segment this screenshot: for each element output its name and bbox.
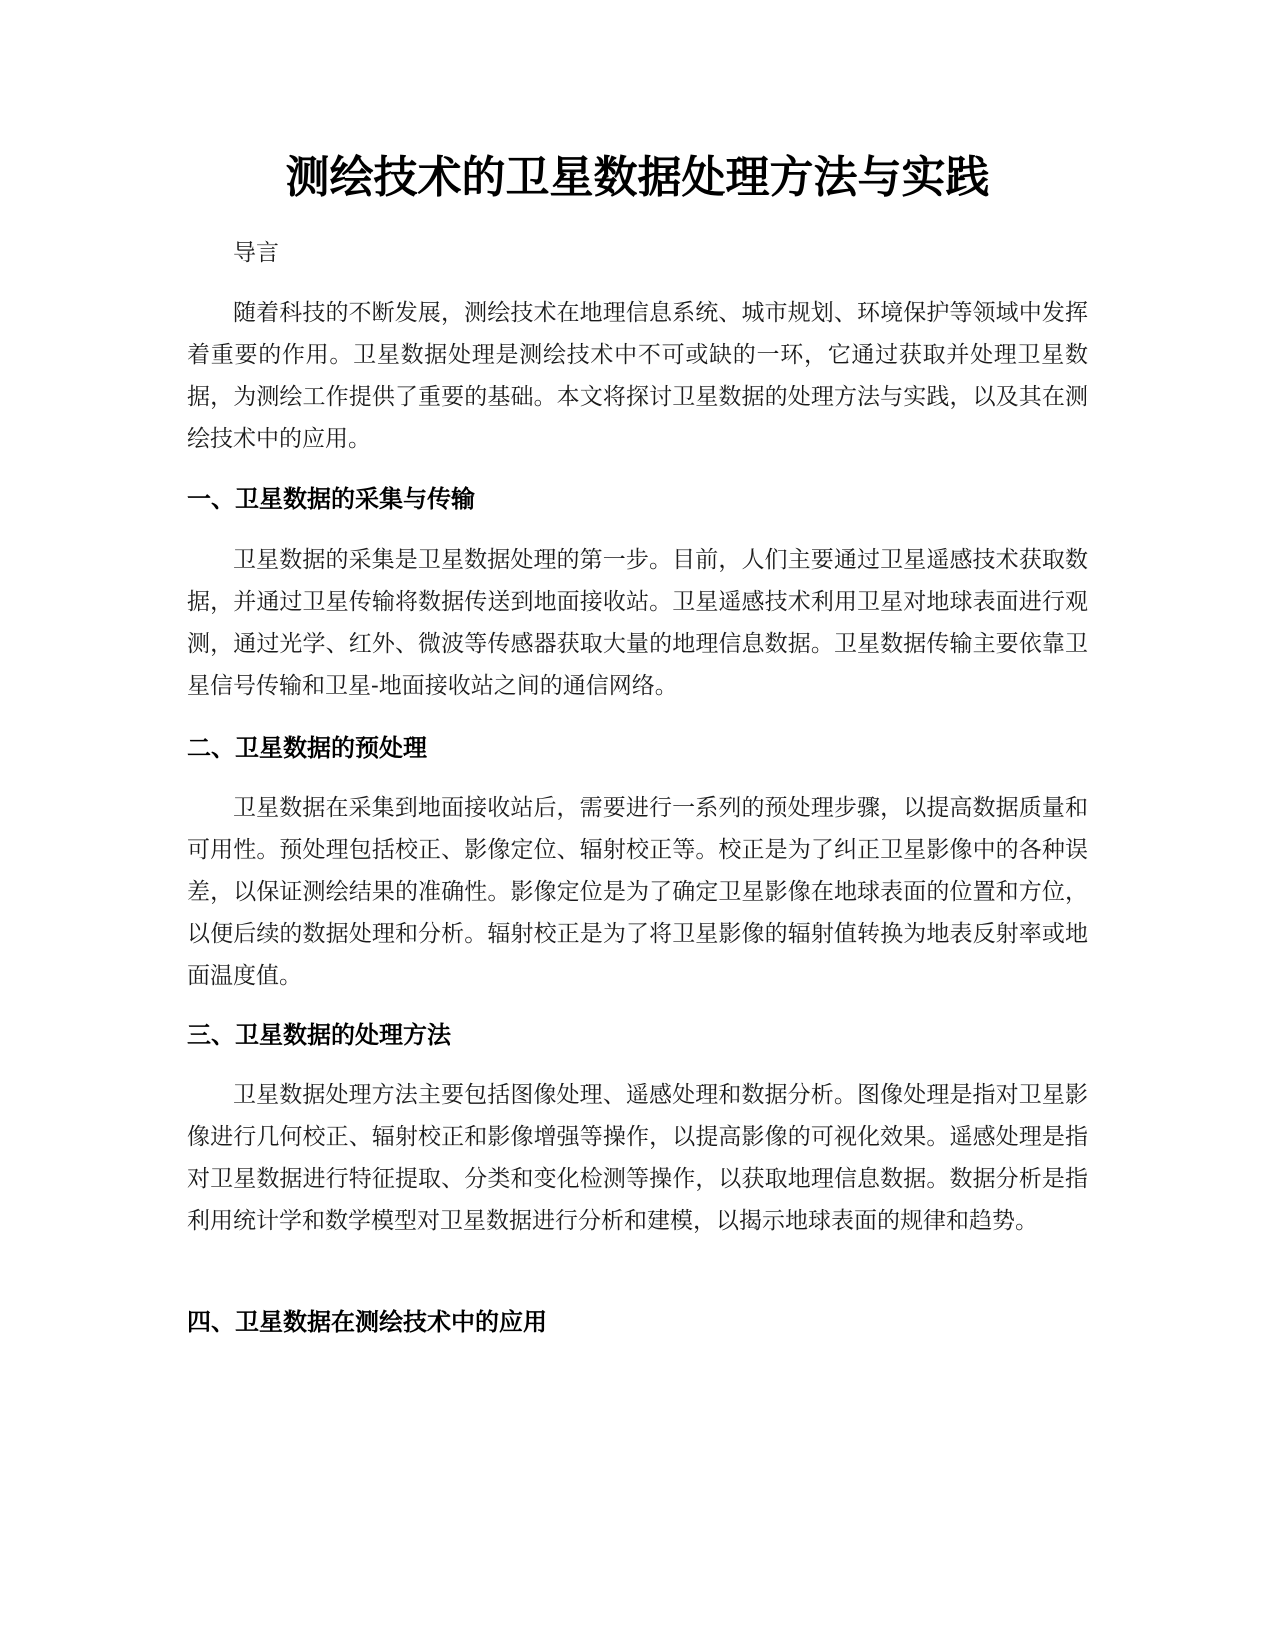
- intro-label: 导言: [233, 240, 279, 266]
- section-paragraph-1: 卫星数据的采集是卫星数据处理的第一步。目前，人们主要通过卫星遥感技术获取数据，并通过卫星传输将数据传送到地面接收站。卫星遥感技术利用卫星对地球表面进行观测，通过光学、红外、微波等传感器获取大量的地理信息数据。卫星数据传输主要依靠卫星信号传输和卫星-地面接收站之间的通信网络。: [187, 547, 1088, 699]
- section-heading-3: 三、卫星数据的处理方法: [187, 1021, 451, 1049]
- section-paragraph-3: 卫星数据处理方法主要包括图像处理、遥感处理和数据分析。图像处理是指对卫星影像进行几何校正、辐射校正和影像增强等操作，以提高影像的可视化效果。遥感处理是指对卫星数据进行特征提取、分类和变化检测等操作，以获取地理信息数据。数据分析是指利用统计学和数学模型对卫星数据进行分析和建模，以揭示地球表面的规律和趋势。: [187, 1082, 1088, 1234]
- section-paragraph-2: 卫星数据在采集到地面接收站后，需要进行一系列的预处理步骤，以提高数据质量和可用性。预处理包括校正、影像定位、辐射校正等。校正是为了纠正卫星影像中的各种误差，以保证测绘结果的准确性。影像定位是为了确定卫星影像在地球表面的位置和方位，以便后续的数据处理和分析。辐射校正是为了将卫星影像的辐射值转换为地表反射率或地面温度值。: [187, 795, 1088, 989]
- section-heading-4: 四、卫星数据在测绘技术中的应用: [187, 1308, 547, 1336]
- section-heading-2: 二、卫星数据的预处理: [187, 734, 427, 762]
- document-title: 测绘技术的卫星数据处理方法与实践: [285, 152, 990, 203]
- intro-paragraph: 随着科技的不断发展，测绘技术在地理信息系统、城市规划、环境保护等领域中发挥着重要的作用。卫星数据处理是测绘技术中不可或缺的一环，它通过获取并处理卫星数据，为测绘工作提供了重要的基础。本文将探讨卫星数据的处理方法与实践，以及其在测绘技术中的应用。: [187, 300, 1088, 452]
- section-heading-1: 一、卫星数据的采集与传输: [187, 485, 475, 513]
